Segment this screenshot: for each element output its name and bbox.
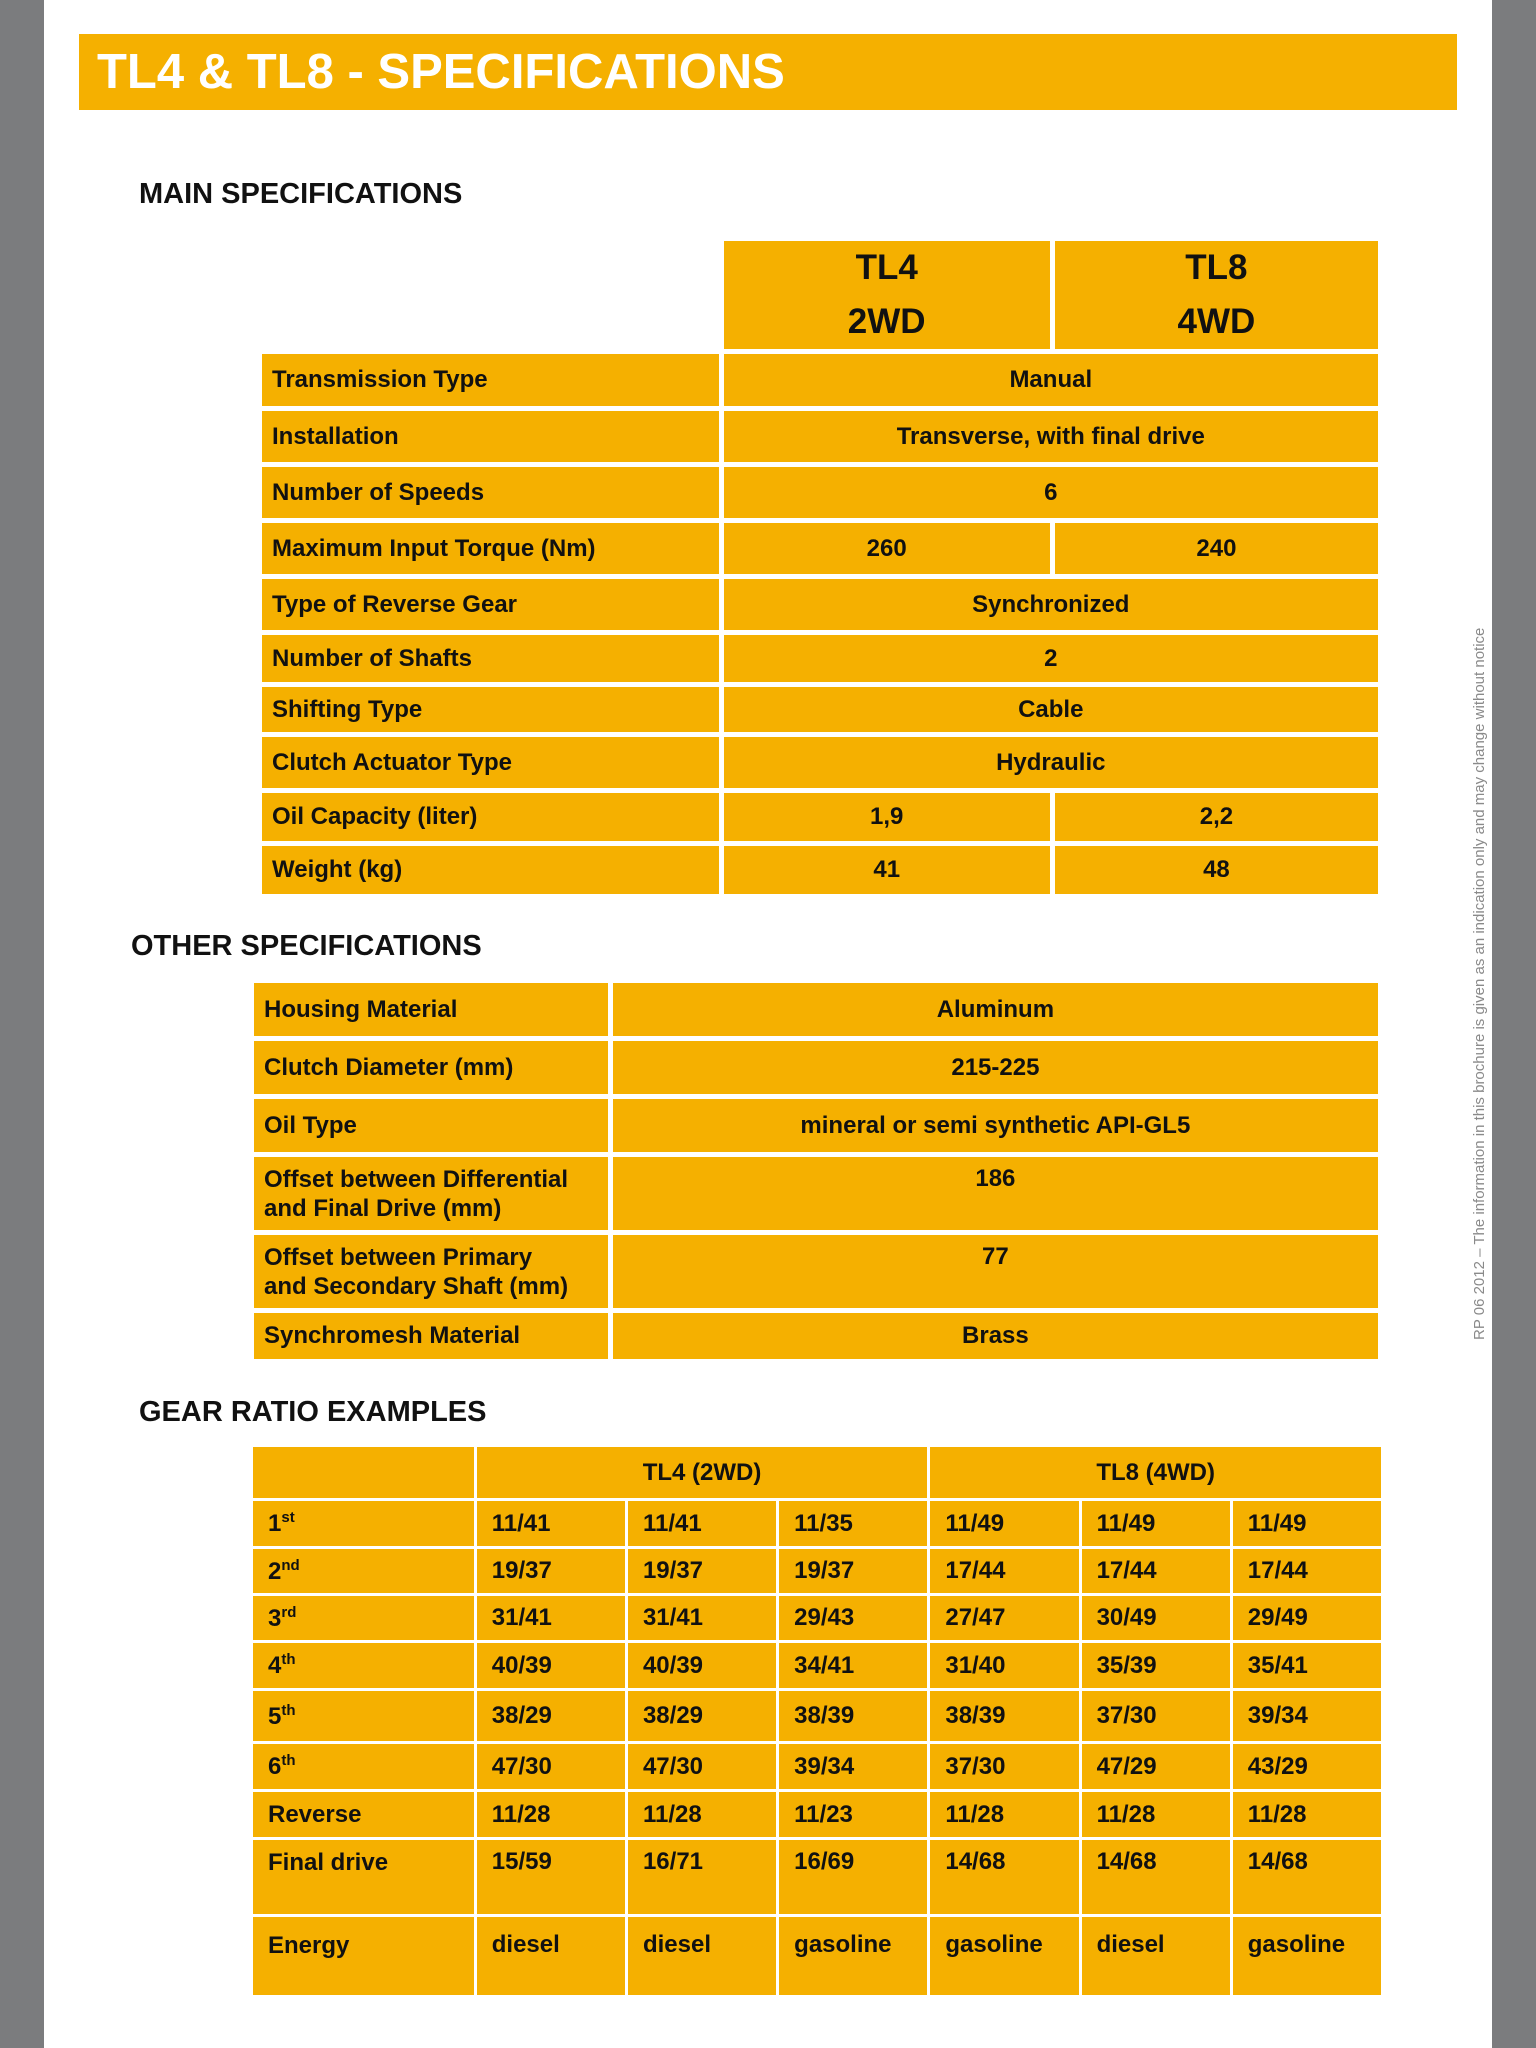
other-spec-label: Oil Type bbox=[254, 1099, 608, 1152]
gear-suffix: th bbox=[281, 1752, 296, 1769]
other-spec-value: mineral or semi synthetic API-GL5 bbox=[613, 1099, 1378, 1152]
spec-value: Synchronized bbox=[724, 579, 1378, 630]
spec-value: 6 bbox=[724, 467, 1378, 518]
gear-row bbox=[253, 1549, 1381, 1593]
ratio-cell: 31/41 bbox=[477, 1596, 625, 1640]
label-line-1: Offset between Differential bbox=[264, 1165, 569, 1193]
tl8-header bbox=[1055, 241, 1378, 349]
ratio-cell: 35/39 bbox=[1082, 1643, 1230, 1688]
spec-label: Maximum Input Torque (Nm) bbox=[262, 523, 719, 574]
tl8-value: 2,2 bbox=[1055, 793, 1378, 841]
other-spec-label bbox=[254, 1157, 608, 1230]
spec-row bbox=[262, 579, 1378, 630]
tl8-group-header: TL8 (4WD) bbox=[930, 1447, 1381, 1498]
other-spec-value: 186 bbox=[613, 1157, 1378, 1230]
gear-header-row bbox=[253, 1447, 1381, 1498]
ratio-cell: 47/30 bbox=[628, 1744, 776, 1789]
spec-row bbox=[262, 687, 1378, 732]
gear-suffix: th bbox=[281, 1701, 296, 1719]
other-specs-table bbox=[249, 978, 1383, 1364]
other-spec-row bbox=[254, 983, 1378, 1036]
spec-row bbox=[262, 846, 1378, 894]
ratio-cell: 43/29 bbox=[1233, 1744, 1381, 1789]
gear-suffix: rd bbox=[281, 1603, 297, 1621]
ratio-cell: 11/28 bbox=[930, 1792, 1078, 1837]
ratio-cell: 30/49 bbox=[1082, 1596, 1230, 1640]
ratio-cell: 19/37 bbox=[477, 1549, 625, 1593]
spec-value: 2 bbox=[724, 635, 1378, 682]
main-specs-header-row bbox=[262, 241, 1378, 349]
gear-label bbox=[253, 1792, 474, 1837]
spec-value: Manual bbox=[724, 354, 1378, 406]
spec-label: Installation bbox=[262, 411, 719, 462]
title-banner bbox=[79, 34, 1457, 110]
other-spec-value: Brass bbox=[613, 1313, 1378, 1359]
ratio-cell: 11/28 bbox=[477, 1792, 625, 1837]
gear-number: 2 bbox=[268, 1557, 282, 1585]
gear-number: Reverse bbox=[268, 1801, 362, 1828]
spec-label: Shifting Type bbox=[262, 687, 719, 732]
ratio-cell: 11/41 bbox=[628, 1501, 776, 1546]
label-line-2: and Final Drive (mm) bbox=[264, 1194, 502, 1222]
main-specs-heading: MAIN SPECIFICATIONS bbox=[139, 178, 463, 210]
gear-label bbox=[253, 1917, 474, 1995]
ratio-cell: 19/37 bbox=[628, 1549, 776, 1593]
ratio-cell: 37/30 bbox=[930, 1744, 1078, 1789]
ratio-cell: 31/41 bbox=[628, 1596, 776, 1640]
spec-value: Hydraulic bbox=[724, 737, 1378, 788]
gear-label bbox=[253, 1501, 474, 1546]
other-spec-row bbox=[254, 1041, 1378, 1094]
gear-suffix: nd bbox=[281, 1556, 300, 1574]
ratio-cell: 14/68 bbox=[930, 1840, 1078, 1914]
main-specs-table bbox=[257, 236, 1383, 899]
ratio-cell: 11/49 bbox=[1233, 1501, 1381, 1546]
ratio-cell: 39/34 bbox=[1233, 1691, 1381, 1741]
tl8-drive: 4WD bbox=[1177, 302, 1256, 341]
gear-label bbox=[253, 1840, 474, 1914]
spec-label: Number of Shafts bbox=[262, 635, 719, 682]
tl8-model: TL8 bbox=[1185, 248, 1248, 287]
ratio-cell: 14/68 bbox=[1233, 1840, 1381, 1914]
ratio-cell: 38/29 bbox=[628, 1691, 776, 1741]
ratio-cell: 11/28 bbox=[1082, 1792, 1230, 1837]
ratio-cell: 11/49 bbox=[930, 1501, 1078, 1546]
energy-cell: gasoline bbox=[930, 1917, 1078, 1995]
spec-label: Weight (kg) bbox=[262, 846, 719, 894]
spec-row bbox=[262, 411, 1378, 462]
spec-row bbox=[262, 354, 1378, 406]
gear-number: Final drive bbox=[268, 1849, 389, 1876]
gear-row bbox=[253, 1643, 1381, 1688]
gear-ratio-table bbox=[250, 1444, 1384, 1998]
spec-row bbox=[262, 467, 1378, 518]
tl4-value: 1,9 bbox=[724, 793, 1050, 841]
other-spec-label: Clutch Diameter (mm) bbox=[254, 1041, 608, 1094]
spec-row bbox=[262, 737, 1378, 788]
other-spec-label: Synchromesh Material bbox=[254, 1313, 608, 1359]
ratio-cell: 29/49 bbox=[1233, 1596, 1381, 1640]
ratio-cell: 40/39 bbox=[477, 1643, 625, 1688]
other-spec-row bbox=[254, 1235, 1378, 1308]
tl4-model: TL4 bbox=[855, 248, 918, 287]
ratio-cell: 11/28 bbox=[1233, 1792, 1381, 1837]
ratio-cell: 11/28 bbox=[628, 1792, 776, 1837]
ratio-cell: 27/47 bbox=[930, 1596, 1078, 1640]
gear-number: 6 bbox=[268, 1753, 282, 1780]
tl4-header bbox=[724, 241, 1050, 349]
gear-row bbox=[253, 1917, 1381, 1995]
ratio-cell: 38/39 bbox=[779, 1691, 927, 1741]
gear-number: 3 bbox=[268, 1604, 282, 1632]
label-line-1: Offset between Primary bbox=[264, 1243, 533, 1271]
ratio-cell: 11/41 bbox=[477, 1501, 625, 1546]
tl8-value: 48 bbox=[1055, 846, 1378, 894]
gear-header-blank bbox=[253, 1447, 474, 1498]
page-title: TL4 & TL8 - SPECIFICATIONS bbox=[97, 45, 785, 99]
ratio-cell: 16/69 bbox=[779, 1840, 927, 1914]
label-line-2: and Secondary Shaft (mm) bbox=[264, 1272, 569, 1300]
gear-label bbox=[253, 1596, 474, 1640]
ratio-cell: 11/49 bbox=[1082, 1501, 1230, 1546]
spec-label: Number of Speeds bbox=[262, 467, 719, 518]
other-spec-row bbox=[254, 1313, 1378, 1359]
spec-label: Clutch Actuator Type bbox=[262, 737, 719, 788]
spec-row bbox=[262, 635, 1378, 682]
header-blank-cell bbox=[262, 241, 719, 349]
spec-label: Oil Capacity (liter) bbox=[262, 793, 719, 841]
gear-suffix: st bbox=[281, 1509, 295, 1526]
ratio-cell: 17/44 bbox=[930, 1549, 1078, 1593]
energy-cell: gasoline bbox=[779, 1917, 927, 1995]
energy-cell: gasoline bbox=[1233, 1917, 1381, 1995]
gear-label bbox=[253, 1744, 474, 1789]
ratio-cell: 37/30 bbox=[1082, 1691, 1230, 1741]
other-specs-heading: OTHER SPECIFICATIONS bbox=[131, 930, 482, 962]
gear-row bbox=[253, 1501, 1381, 1546]
other-spec-row bbox=[254, 1099, 1378, 1152]
gear-row bbox=[253, 1840, 1381, 1914]
gear-row bbox=[253, 1691, 1381, 1741]
other-spec-label bbox=[254, 1235, 608, 1308]
ratio-cell: 29/43 bbox=[779, 1596, 927, 1640]
gear-ratios-heading: GEAR RATIO EXAMPLES bbox=[139, 1396, 487, 1428]
spec-label: Transmission Type bbox=[262, 354, 719, 406]
ratio-cell: 38/29 bbox=[477, 1691, 625, 1741]
gear-suffix: th bbox=[281, 1651, 296, 1668]
gear-label bbox=[253, 1549, 474, 1593]
ratio-cell: 17/44 bbox=[1233, 1549, 1381, 1593]
tl4-group-header: TL4 (2WD) bbox=[477, 1447, 928, 1498]
spec-value: Transverse, with final drive bbox=[724, 411, 1378, 462]
ratio-cell: 16/71 bbox=[628, 1840, 776, 1914]
ratio-cell: 34/41 bbox=[779, 1643, 927, 1688]
brochure-page bbox=[44, 0, 1492, 2048]
spec-label: Type of Reverse Gear bbox=[262, 579, 719, 630]
gear-label bbox=[253, 1643, 474, 1688]
ratio-cell: 38/39 bbox=[930, 1691, 1078, 1741]
ratio-cell: 15/59 bbox=[477, 1840, 625, 1914]
other-spec-row bbox=[254, 1157, 1378, 1230]
gear-row bbox=[253, 1744, 1381, 1789]
other-spec-value: 215-225 bbox=[613, 1041, 1378, 1094]
gear-number: 5 bbox=[268, 1702, 282, 1730]
ratio-cell: 17/44 bbox=[1082, 1549, 1230, 1593]
other-spec-value: Aluminum bbox=[613, 983, 1378, 1036]
spec-row bbox=[262, 793, 1378, 841]
spec-row bbox=[262, 523, 1378, 574]
other-spec-value: 77 bbox=[613, 1235, 1378, 1308]
disclaimer-note: RP 06 2012 – The information in this brochure is given as an indication only and may change without notice bbox=[1471, 627, 1488, 1340]
ratio-cell: 39/34 bbox=[779, 1744, 927, 1789]
spec-value: Cable bbox=[724, 687, 1378, 732]
ratio-cell: 47/29 bbox=[1082, 1744, 1230, 1789]
ratio-cell: 11/23 bbox=[779, 1792, 927, 1837]
gear-number: Energy bbox=[268, 1932, 350, 1959]
gear-number: 1 bbox=[268, 1510, 282, 1537]
gear-row bbox=[253, 1596, 1381, 1640]
tl8-value: 240 bbox=[1055, 523, 1378, 574]
gear-number: 4 bbox=[268, 1652, 282, 1679]
ratio-cell: 31/40 bbox=[930, 1643, 1078, 1688]
ratio-cell: 35/41 bbox=[1233, 1643, 1381, 1688]
tl4-drive: 2WD bbox=[847, 302, 926, 341]
tl4-value: 260 bbox=[724, 523, 1050, 574]
ratio-cell: 19/37 bbox=[779, 1549, 927, 1593]
tl4-value: 41 bbox=[724, 846, 1050, 894]
gear-label bbox=[253, 1691, 474, 1741]
ratio-cell: 40/39 bbox=[628, 1643, 776, 1688]
energy-cell: diesel bbox=[477, 1917, 625, 1995]
gear-row bbox=[253, 1792, 1381, 1837]
energy-cell: diesel bbox=[1082, 1917, 1230, 1995]
ratio-cell: 14/68 bbox=[1082, 1840, 1230, 1914]
ratio-cell: 11/35 bbox=[779, 1501, 927, 1546]
other-spec-label: Housing Material bbox=[254, 983, 608, 1036]
energy-cell: diesel bbox=[628, 1917, 776, 1995]
ratio-cell: 47/30 bbox=[477, 1744, 625, 1789]
